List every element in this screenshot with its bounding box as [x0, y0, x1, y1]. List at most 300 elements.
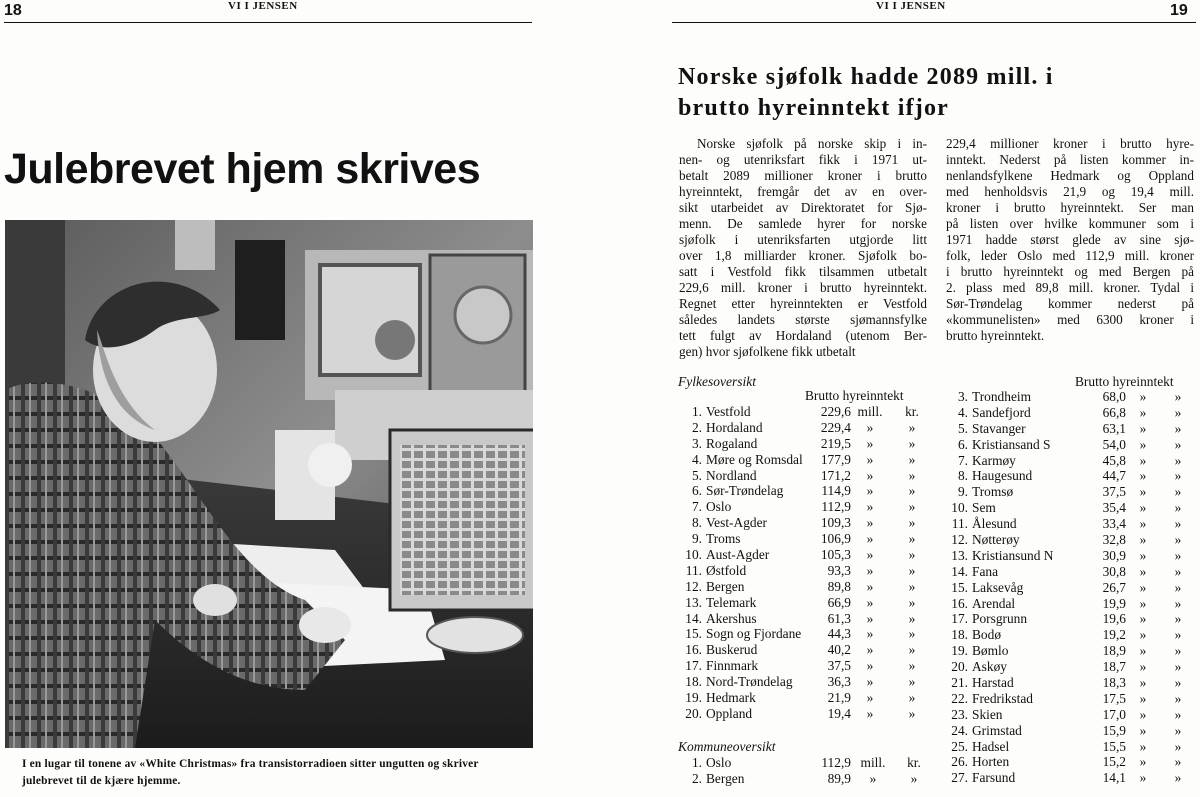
cell-unit-1: » — [1139, 532, 1147, 548]
cell-unit-1: » — [866, 467, 874, 483]
body-line: tett fulgt av Hordaland (utenom Ber- — [679, 328, 927, 343]
cell-value: 44,7 — [1102, 468, 1126, 484]
body-line: «kommunelisten» med 6300 kroner i — [946, 312, 1194, 327]
cell-name: Oslo — [706, 755, 732, 770]
cell-unit-2: » — [908, 658, 916, 674]
cell-unit-2: » — [1174, 754, 1182, 770]
table-row — [944, 453, 1196, 469]
cell-unit-1: » — [1139, 516, 1147, 532]
cell-value: 19,6 — [1102, 611, 1126, 627]
cell-unit-2: » — [908, 499, 916, 515]
body-line: nenlandsfylkene Hedmark og Oppland — [946, 168, 1194, 183]
cell-rank: 6. — [957, 436, 968, 452]
cell-unit-1: » — [1139, 754, 1147, 770]
table-row — [944, 548, 1196, 564]
table-row — [944, 437, 1196, 453]
cell-unit-1: » — [866, 705, 874, 721]
table-row — [678, 404, 936, 420]
cell-value: 37,5 — [1102, 484, 1126, 500]
cell-rank: 17. — [951, 611, 968, 627]
table-row — [944, 739, 1196, 755]
cell-rank: 5. — [691, 467, 702, 483]
cell-rank: 16. — [685, 642, 702, 658]
cell-name: Vest-Agder — [706, 515, 767, 531]
cell-rank: 18. — [685, 674, 702, 690]
cell-unit-2: » — [1174, 468, 1182, 484]
cell-unit-2: kr. — [907, 755, 921, 770]
cell-value: 30,9 — [1102, 547, 1126, 563]
cell-unit-1: » — [866, 515, 874, 531]
table-row — [678, 706, 936, 722]
cell-rank: 11. — [951, 516, 968, 532]
cell-rank: 11. — [685, 562, 702, 578]
cell-unit-2: » — [910, 770, 918, 786]
body-line: 1971 hadde størst glede av sine sjø- — [946, 232, 1194, 247]
table-row — [678, 531, 936, 547]
cell-unit-1: » — [1139, 436, 1147, 452]
cell-value: 89,9 — [827, 770, 851, 786]
table-row — [944, 691, 1196, 707]
cell-name: Rogaland — [706, 435, 758, 451]
cell-unit-2: » — [1174, 738, 1182, 754]
table-row — [678, 499, 936, 515]
table-row — [944, 770, 1196, 786]
photo-caption: I en lugar til tonene av «White Christmas» fra transistorradioen sitter ungutten og skriver julebrevet til de kjære hjemme. — [22, 758, 479, 787]
cell-unit-1: » — [1139, 500, 1147, 516]
cell-name: Bergen — [706, 770, 745, 786]
fylke-column-header: Brutto hyreinntekt — [805, 388, 904, 403]
body-line: satt i Vestfold fikk tilsammen utbetalt — [679, 264, 927, 279]
cell-unit-2: » — [908, 467, 916, 483]
body-column-2 — [946, 136, 1194, 344]
cell-value: 93,3 — [827, 562, 851, 578]
table-row — [678, 626, 936, 642]
cell-rank: 7. — [691, 499, 702, 515]
table-row — [678, 690, 936, 706]
cell-unit-2: » — [1174, 722, 1182, 738]
cell-name: Oppland — [706, 705, 753, 721]
cell-unit-1: » — [1139, 770, 1147, 786]
table-row — [944, 611, 1196, 627]
cell-unit-2: » — [908, 483, 916, 499]
cell-unit-2: » — [1174, 579, 1182, 595]
cell-name: Telemark — [706, 594, 757, 610]
cell-value: 19,2 — [1102, 627, 1126, 643]
body-line: hyreinntekt, fremgår det av en over- — [679, 184, 927, 199]
cell-name: Bømlo — [972, 643, 1009, 659]
cell-unit-2: » — [1174, 643, 1182, 659]
cell-value: 37,5 — [827, 658, 851, 674]
cell-unit-1: » — [866, 435, 874, 451]
cell-unit-1: » — [1139, 579, 1147, 595]
cell-unit-2: » — [1174, 595, 1182, 611]
body-line: brutto hyreinntekt. — [946, 328, 1045, 343]
cell-unit-1: » — [1139, 706, 1147, 722]
article-headline-left: Julebrevet hjem skrives — [4, 145, 481, 193]
cell-value: 61,3 — [827, 610, 851, 626]
cell-unit-2: » — [1174, 611, 1182, 627]
cell-value: 15,9 — [1102, 722, 1126, 738]
cell-name: Askøy — [972, 659, 1007, 675]
cell-value: 109,3 — [820, 515, 851, 531]
cell-name: Bergen — [706, 578, 745, 594]
table-row — [678, 579, 936, 595]
cell-unit-1: » — [866, 531, 874, 547]
cell-rank: 12. — [951, 532, 968, 548]
cell-unit-2: kr. — [905, 404, 919, 419]
cell-unit-1: » — [1139, 675, 1147, 691]
table-row — [944, 405, 1196, 421]
cell-value: 219,5 — [820, 435, 851, 451]
cell-name: Karmøy — [972, 452, 1016, 468]
body-line: nen- og utenriksfart fikk i 1971 ut- — [679, 152, 927, 167]
cell-rank: 25. — [951, 738, 968, 754]
cell-unit-2: » — [1174, 452, 1182, 468]
cell-value: 171,2 — [820, 467, 851, 483]
cell-value: 17,0 — [1102, 706, 1126, 722]
cell-rank: 3. — [957, 389, 968, 404]
body-line: sjøfolk i utenriksfarten utgjorde litt — [679, 232, 927, 247]
cell-unit-2: » — [908, 626, 916, 642]
cell-rank: 9. — [691, 531, 702, 547]
table-row — [944, 754, 1196, 770]
body-line: 2. plass med 89,8 mill. kroner. Tydal i — [946, 280, 1194, 295]
cell-rank: 16. — [951, 595, 968, 611]
cell-unit-1: » — [1139, 690, 1147, 706]
cell-unit-1: » — [866, 499, 874, 515]
cell-name: Hadsel — [972, 738, 1010, 754]
cell-rank: 19. — [951, 643, 968, 659]
body-column-1 — [679, 136, 927, 360]
fylkesoversikt-title: Fylkesoversikt — [678, 374, 756, 389]
table-row — [678, 642, 936, 658]
running-head-left: VI I JENSEN — [228, 0, 298, 12]
cell-rank: 7. — [957, 452, 968, 468]
table-row — [944, 675, 1196, 691]
cell-value: 40,2 — [827, 642, 851, 658]
table-row — [944, 484, 1196, 500]
body-line: menn. De samlede hyrer for norske — [679, 216, 927, 231]
cell-value: 26,7 — [1102, 579, 1126, 595]
cell-unit-1: mill. — [860, 755, 886, 770]
table-row — [678, 771, 936, 787]
cell-name: Trondheim — [972, 389, 1032, 404]
header-rule-right — [672, 22, 1196, 23]
cell-unit-2: » — [908, 547, 916, 563]
table-row — [944, 707, 1196, 723]
page-number-right: 19 — [1170, 2, 1188, 19]
cell-unit-2: » — [1174, 690, 1182, 706]
cell-rank: 26. — [951, 754, 968, 770]
cell-unit-1: » — [866, 562, 874, 578]
headline-line-2: brutto hyreinntekt ifjor — [678, 95, 950, 121]
table-row — [678, 468, 936, 484]
cell-value: 114,9 — [821, 483, 851, 499]
cell-name: Fredrikstad — [972, 690, 1033, 706]
cell-value: 112,9 — [821, 755, 851, 770]
cell-value: 112,9 — [821, 499, 851, 515]
cell-value: 35,4 — [1102, 500, 1126, 516]
cell-unit-1: » — [866, 594, 874, 610]
cell-rank: 20. — [951, 659, 968, 675]
body-line: 229,4 millioner kroner i brutto hyre- — [946, 136, 1194, 151]
cell-value: 17,5 — [1102, 690, 1126, 706]
body-line: Norske sjøfolk på norske skip i in- — [697, 136, 927, 151]
cell-rank: 20. — [685, 705, 702, 721]
cell-rank: 15. — [951, 579, 968, 595]
table-row — [678, 674, 936, 690]
cell-unit-1: » — [866, 578, 874, 594]
page-number-left: 18 — [4, 2, 22, 19]
cell-unit-2: » — [908, 610, 916, 626]
cell-rank: 2. — [691, 770, 702, 786]
cell-name: Østfold — [706, 562, 747, 578]
cell-value: 18,7 — [1102, 659, 1126, 675]
photo-illustration — [5, 220, 533, 748]
cell-unit-2: » — [908, 562, 916, 578]
cell-unit-2: » — [908, 594, 916, 610]
cell-unit-1: » — [1139, 484, 1147, 500]
cell-name: Skien — [972, 706, 1003, 722]
cell-value: 18,3 — [1102, 675, 1126, 691]
cell-rank: 13. — [685, 594, 702, 610]
cell-name: Nord-Trøndelag — [706, 674, 793, 690]
cell-name: Buskerud — [706, 642, 758, 658]
fylke-table — [678, 404, 936, 722]
cell-value: 106,9 — [820, 531, 851, 547]
cell-rank: 18. — [951, 627, 968, 643]
cell-value: 54,0 — [1102, 436, 1126, 452]
cell-unit-2: » — [1174, 389, 1182, 404]
cell-unit-1: » — [866, 674, 874, 690]
cell-rank: 19. — [685, 690, 702, 706]
cell-name: Sandefjord — [972, 404, 1031, 420]
article-photo — [5, 220, 533, 748]
cell-unit-2: » — [1174, 659, 1182, 675]
body-line: med henholdsvis 21,9 og 19,4 mill. — [946, 184, 1194, 199]
cell-unit-2: » — [908, 451, 916, 467]
table-row — [678, 658, 936, 674]
body-line: Regnet etter hyreinntekten er Vestfold — [679, 296, 927, 311]
kommuneoversikt-title: Kommuneoversikt — [678, 739, 776, 754]
cell-value: 19,9 — [1102, 595, 1126, 611]
table-row — [944, 421, 1196, 437]
cell-unit-1: » — [869, 770, 877, 786]
cell-unit-2: » — [1174, 627, 1182, 643]
cell-name: Fana — [972, 563, 999, 579]
cell-unit-2: » — [1174, 706, 1182, 722]
cell-value: 14,1 — [1102, 770, 1126, 786]
cell-unit-2: » — [1174, 516, 1182, 532]
cell-value: 32,8 — [1102, 532, 1126, 548]
table-row — [944, 389, 1196, 405]
cell-name: Kristiansund N — [972, 547, 1054, 563]
cell-rank: 2. — [691, 419, 702, 435]
cell-unit-1: » — [1139, 389, 1147, 404]
body-line: på listen over hvilke kommuner som i — [946, 216, 1194, 231]
table-row — [944, 564, 1196, 580]
cell-name: Sem — [972, 500, 996, 516]
cell-value: 18,9 — [1102, 643, 1126, 659]
cell-name: Laksevåg — [972, 579, 1024, 595]
body-line: betalt 2089 millioner kroner i brutto — [679, 168, 927, 183]
cell-unit-2: » — [1174, 420, 1182, 436]
table-row — [944, 580, 1196, 596]
cell-name: Vestfold — [706, 404, 751, 419]
kommune-column-header: Brutto hyreinntekt — [1075, 374, 1174, 389]
cell-name: Møre og Romsdal — [706, 451, 803, 467]
cell-unit-1: » — [1139, 611, 1147, 627]
table-row — [944, 643, 1196, 659]
cell-unit-2: » — [1174, 404, 1182, 420]
cell-rank: 8. — [691, 515, 702, 531]
headline-line-1: Norske sjøfolk hadde 2089 mill. i — [678, 64, 1054, 90]
cell-value: 63,1 — [1102, 420, 1126, 436]
table-row — [678, 483, 936, 499]
cell-unit-1: » — [1139, 722, 1147, 738]
body-line: kroner i brutto hyreinntekt. Ser man — [946, 200, 1194, 215]
cell-unit-2: » — [908, 690, 916, 706]
cell-name: Oslo — [706, 499, 732, 515]
cell-rank: 1. — [691, 404, 702, 419]
cell-value: 177,9 — [820, 451, 851, 467]
table-row — [678, 547, 936, 563]
cell-name: Kristiansand S — [972, 436, 1051, 452]
cell-name: Aust-Agder — [706, 547, 770, 563]
cell-name: Nøtterøy — [972, 532, 1020, 548]
cell-unit-1: » — [1139, 468, 1147, 484]
body-line: 229,6 mill. kroner i brutto hyreinntekt. — [679, 280, 927, 295]
cell-unit-1: » — [866, 642, 874, 658]
cell-rank: 4. — [957, 404, 968, 420]
cell-name: Nordland — [706, 467, 757, 483]
cell-unit-2: » — [1174, 532, 1182, 548]
cell-name: Farsund — [972, 770, 1016, 786]
cell-name: Hedmark — [706, 690, 756, 706]
table-row — [944, 516, 1196, 532]
cell-value: 15,2 — [1102, 754, 1126, 770]
cell-name: Horten — [972, 754, 1010, 770]
cell-unit-1: » — [866, 451, 874, 467]
cell-name: Finnmark — [706, 658, 759, 674]
cell-rank: 12. — [685, 578, 702, 594]
cell-name: Haugesund — [972, 468, 1033, 484]
cell-value: 45,8 — [1102, 452, 1126, 468]
cell-unit-2: » — [1174, 675, 1182, 691]
cell-rank: 4. — [691, 451, 702, 467]
cell-unit-2: » — [908, 642, 916, 658]
cell-unit-1: » — [866, 483, 874, 499]
cell-unit-1: » — [1139, 452, 1147, 468]
cell-unit-1: » — [1139, 563, 1147, 579]
cell-name: Harstad — [972, 675, 1014, 691]
cell-unit-1: » — [866, 658, 874, 674]
cell-name: Ålesund — [972, 516, 1017, 532]
cell-value: 66,9 — [827, 594, 851, 610]
cell-value: 33,4 — [1102, 516, 1126, 532]
cell-unit-2: » — [908, 435, 916, 451]
cell-unit-1: » — [866, 610, 874, 626]
cell-unit-2: » — [908, 578, 916, 594]
cell-rank: 13. — [951, 547, 968, 563]
cell-rank: 14. — [951, 563, 968, 579]
cell-value: 68,0 — [1102, 389, 1126, 404]
cell-rank: 1. — [691, 755, 702, 770]
cell-rank: 22. — [951, 690, 968, 706]
cell-unit-2: » — [1174, 547, 1182, 563]
cell-name: Porsgrunn — [972, 611, 1028, 627]
table-row — [944, 532, 1196, 548]
kommune-table-a — [678, 755, 936, 787]
cell-name: Akershus — [706, 610, 757, 626]
cell-name: Sør-Trøndelag — [706, 483, 784, 499]
cell-value: 229,4 — [820, 419, 851, 435]
cell-rank: 21. — [951, 675, 968, 691]
article-headline-right — [678, 62, 1138, 124]
cell-unit-1: » — [866, 690, 874, 706]
table-row — [678, 515, 936, 531]
cell-unit-1: » — [1139, 659, 1147, 675]
cell-rank: 10. — [951, 500, 968, 516]
body-line: folk, leder Oslo med 112,9 mill. kroner — [946, 248, 1194, 263]
cell-unit-1: » — [866, 626, 874, 642]
cell-unit-1: mill. — [857, 404, 883, 419]
cell-rank: 5. — [957, 420, 968, 436]
cell-unit-1: » — [1139, 404, 1147, 420]
table-row — [678, 611, 936, 627]
cell-value: 36,3 — [827, 674, 851, 690]
cell-value: 19,4 — [827, 705, 851, 721]
cell-value: 21,9 — [827, 690, 851, 706]
cell-name: Troms — [706, 531, 741, 547]
body-line: sikt utarbeidet av Direktoratet for Sjø- — [679, 200, 927, 215]
body-line: inntekt. Nederst på listen kommer in- — [946, 152, 1194, 167]
cell-unit-2: » — [1174, 770, 1182, 786]
cell-unit-2: » — [908, 674, 916, 690]
cell-rank: 24. — [951, 722, 968, 738]
table-row — [678, 436, 936, 452]
cell-unit-1: » — [1139, 547, 1147, 563]
body-line: over 1,8 milliarder kroner. Sjøfolk bo- — [679, 248, 927, 263]
cell-name: Arendal — [972, 595, 1016, 611]
cell-unit-2: » — [1174, 484, 1182, 500]
cell-unit-1: » — [1139, 420, 1147, 436]
cell-rank: 6. — [691, 483, 702, 499]
table-row — [678, 563, 936, 579]
cell-value: 44,3 — [827, 626, 851, 642]
cell-name: Sogn og Fjordane — [706, 626, 802, 642]
cell-rank: 15. — [685, 626, 702, 642]
table-row — [678, 452, 936, 468]
cell-rank: 14. — [685, 610, 702, 626]
cell-unit-1: » — [866, 419, 874, 435]
cell-unit-2: » — [1174, 500, 1182, 516]
table-row — [944, 659, 1196, 675]
cell-value: 89,8 — [827, 578, 851, 594]
cell-unit-2: » — [1174, 436, 1182, 452]
cell-unit-2: » — [908, 515, 916, 531]
table-row — [678, 595, 936, 611]
cell-unit-1: » — [866, 547, 874, 563]
cell-value: 229,6 — [820, 404, 851, 419]
body-line: således landets største sjømannsfylke — [679, 312, 927, 327]
cell-rank: 27. — [951, 770, 968, 786]
cell-unit-1: » — [1139, 738, 1147, 754]
cell-name: Grimstad — [972, 722, 1022, 738]
table-row — [678, 755, 936, 771]
cell-rank: 17. — [685, 658, 702, 674]
cell-value: 66,8 — [1102, 404, 1126, 420]
